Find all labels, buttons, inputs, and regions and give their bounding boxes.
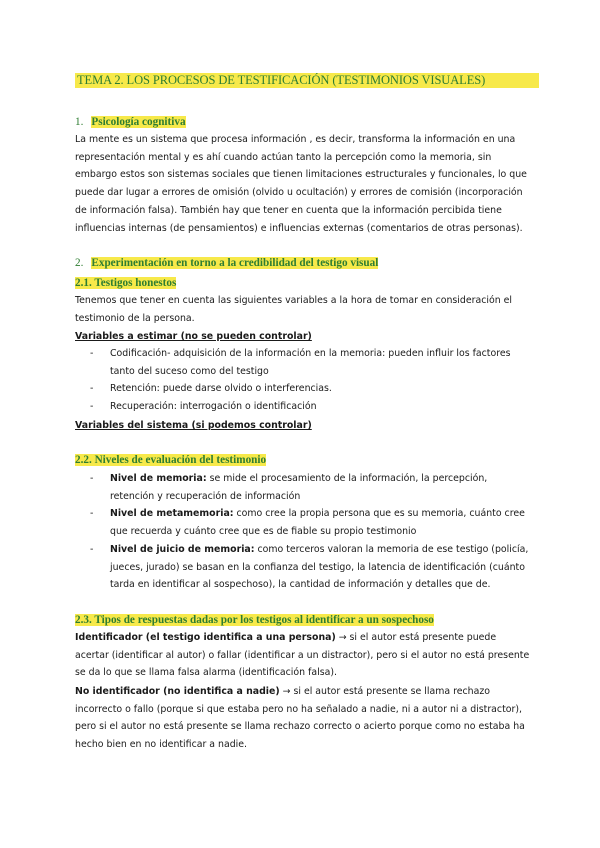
identificador-term: Identificador (el testigo identifica a una persona) bbox=[75, 632, 336, 643]
no-identificador-term: No identificador (no identifica a nadie) bbox=[75, 686, 280, 697]
list-item-label: Nivel de juicio de memoria: bbox=[110, 544, 255, 555]
identificador-paragraph bbox=[75, 629, 530, 682]
subsection-2-3-title: 2.3. Tipos de respuestas dadas por los testigos al identificar a un sospechoso bbox=[75, 614, 434, 626]
list-item: - Codificación- adquisición de la información en la memoria: pueden influir los factores tanto del suceso como del testigo bbox=[90, 345, 530, 380]
list-item-text: Recuperación: interrogación o identificación bbox=[110, 401, 317, 412]
subsection-2-1-intro: Tenemos que tener en cuenta las siguientes variables a la hora de tomar en consideración el testimonio de la persona. bbox=[75, 295, 513, 324]
no-identificador-text: → si el autor está presente se llama rechazo incorrecto o fallo (porque si que estaba pero no ha señalado a nadie, ni a autor ni a distractor), pero si el autor no está presente se llama rechazo correcto o acierto porque como no estaba ha hecho bien en no identificar a nadie. bbox=[75, 686, 525, 751]
page-title: TEMA 2. LOS PROCESOS DE TESTIFICACIÓN (TESTIMONIOS VISUALES) bbox=[75, 73, 539, 88]
list-item: - Nivel de juicio de memoria: como terceros valoran la memoria de ese testigo (policía, jueces, jurado) se basan en la confianza del testigo, la latencia de identificación (cuánto tarda en identificar al sospechoso), la cantidad de información y detalles que de. bbox=[90, 544, 529, 591]
list-item: - Nivel de metamemoria: como cree la propia persona que es su memoria, cuánto cree que recuerda y cuánto cree que es de fiable su propio testimonio bbox=[90, 508, 525, 537]
list-item-text: como terceros valoran la memoria de ese testigo (policía, jueces, jurado) se basan en la confianza del testigo, la latencia de identificación (cuánto tarda en identificar al sospechoso), la cantidad de información y detalles que de. bbox=[110, 544, 529, 591]
list-item: - Nivel de memoria: se mide el procesamiento de la información, la percepción, retención y recuperación de información bbox=[90, 473, 488, 502]
list-item-text: Retención: puede darse olvido o interferencias. bbox=[110, 383, 332, 394]
subsection-2-2-title: 2.2. Niveles de evaluación del testimonio bbox=[75, 454, 267, 466]
subsection-2-1-title: 2.1. Testigos honestos bbox=[75, 277, 177, 289]
list-item-label: Nivel de memoria: bbox=[110, 473, 207, 484]
list-item-text: se mide el procesamiento de la información, la percepción, retención y recuperación de información bbox=[110, 473, 488, 502]
list-item: - Recuperación: interrogación o identificación bbox=[90, 398, 530, 416]
subsection-2-2-heading bbox=[75, 453, 266, 467]
list-item-text: como cree la propia persona que es su memoria, cuánto cree que recuerda y cuánto cree que es de fiable su propio testimonio bbox=[110, 508, 525, 537]
variables-estimar-heading: Variables a estimar (no se pueden controlar) bbox=[75, 331, 312, 342]
section-1-number: 1. bbox=[75, 116, 84, 128]
no-identificador-paragraph bbox=[75, 683, 530, 754]
variables-sistema-heading: Variables del sistema (si podemos controlar) bbox=[75, 420, 312, 431]
subsection-2-1-heading bbox=[75, 276, 176, 290]
section-1-heading bbox=[75, 115, 186, 129]
identificador-text: → si el autor está presente puede acertar (identificar al autor) o fallar (identificar a un distractor), pero si el autor no está presente se da lo que se llama falsa alarma (identificación falsa). bbox=[75, 632, 530, 679]
section-2-number: 2. bbox=[75, 257, 84, 269]
subsection-2-3-heading bbox=[75, 613, 434, 627]
list-item-label: Nivel de metamemoria: bbox=[110, 508, 234, 519]
list-item-text: Codificación- adquisición de la información en la memoria: pueden influir los factores tanto del suceso como del testigo bbox=[110, 348, 511, 377]
list-item: - Retención: puede darse olvido o interferencias. bbox=[90, 380, 530, 398]
section-2-title: Experimentación en torno a la credibilidad del testigo visual bbox=[91, 257, 379, 269]
section-1-title: Psicología cognitiva bbox=[91, 116, 186, 128]
section-1-body: La mente es un sistema que procesa información , es decir, transforma la información en una representación mental y es ahí cuando actúan tanto la percepción como la memoria, sin embargo estos son sistemas sociales que tienen limitaciones estructurales y funcionales, lo que puede dar lugar a errores de omisión (olvido u ocultación) y errores de comisión (incorporación de información falsa). También hay que tener en cuenta que la información percibida tiene influencias internas (de pensamientos) e influencias externas (comentarios de otras personas). bbox=[75, 134, 527, 234]
section-2-heading bbox=[75, 256, 378, 270]
